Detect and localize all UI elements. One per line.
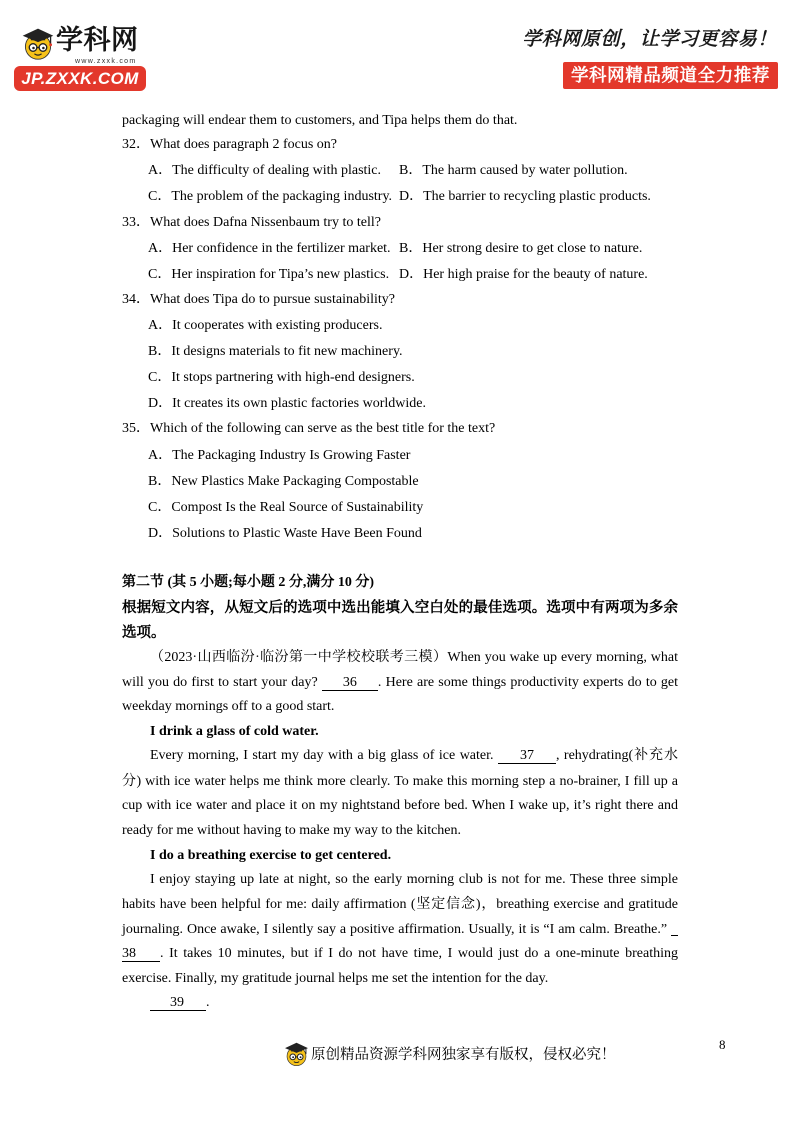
logo-text: 学科网: [56, 25, 139, 55]
question-32-option-a: A．The difficulty of dealing with plastic.: [148, 163, 382, 178]
blank-36: 36: [322, 675, 378, 691]
question-33-option-c: C．Her inspiration for Tipa’s new plastics.: [148, 267, 390, 282]
question-33-option-d: D．Her high praise for the beauty of nature.: [399, 267, 648, 282]
question-35-option-a: A．The Packaging Industry Is Growing Faster: [148, 448, 411, 463]
question-35-option-d: D．Solutions to Plastic Waste Have Been Found: [148, 526, 422, 541]
footer-copyright-notice: 原创精品资源学科网独家享有版权，侵权必究！: [311, 1047, 616, 1063]
mascot-logo-icon: [283, 1040, 310, 1067]
channel-badge: 学科网精品频道全力推荐: [563, 62, 778, 89]
subheading-1: I drink a glass of cold water.: [150, 724, 319, 739]
intro-text-2a: will you do first to start your day?: [122, 675, 322, 690]
question-32-option-c: C．The problem of the packaging industry.: [148, 189, 393, 204]
intro-line-2: [122, 672, 678, 694]
blank-38: 38: [122, 946, 160, 962]
para1-line-2: 分) with ice water helps me think more clearly. To make this morning step a no-brainer, I fill up a: [122, 774, 678, 789]
question-33-option-b: B．Her strong desire to get close to nature.: [399, 241, 643, 256]
question-35-option-b: B．New Plastics Make Packaging Compostable: [148, 474, 419, 489]
carryover-line: packaging will endear them to customers, and Tipa helps them do that.: [122, 113, 518, 128]
para2-line-4: [122, 943, 678, 965]
blank-37: 37: [498, 748, 556, 764]
para2-line-5: exercise. Finally, my gratitude journal helps me set the intention for the day.: [122, 971, 549, 986]
question-34-stem: 34．What does Tipa do to pursue sustainability?: [122, 292, 395, 307]
para1-line-4: ready for me without having to make my way to the kitchen.: [122, 823, 462, 838]
intro-text-1: When you wake up every morning, what: [447, 650, 678, 665]
question-32-option-d: D．The barrier to recycling plastic products.: [399, 189, 651, 204]
intro-line-1: [150, 647, 678, 669]
question-35-option-c: C．Compost Is the Real Source of Sustainability: [148, 500, 424, 515]
section-instruction: 根据短文内容，从短文后的选项中选出能填入空白处的最佳选项。选项中有两项为多余选项。: [122, 600, 678, 641]
question-32-options-ab: [148, 160, 678, 182]
question-33-stem: 33．What does Dafna Nissenbaum try to tell?: [122, 215, 381, 230]
para3-line-1: [150, 992, 678, 1014]
question-33-option-a: A．Her confidence in the fertilizer market.: [148, 241, 391, 256]
question-34-option-b: B．It designs materials to fit new machinery.: [148, 344, 403, 359]
para1-line-3: cup with ice water and place it on my nightstand before bed. When I wake up, it’s right there and: [122, 798, 678, 813]
para2-line-2: habits have been helpful for me: daily affirmation (坚定信念)，breathing exercise and gratitude: [122, 897, 678, 912]
subheading-2: I do a breathing exercise to get centered.: [150, 848, 392, 863]
section-heading: 第二节 (其 5 小题;每小题 2 分,满分 10 分): [122, 575, 374, 590]
site-badge: JP.ZXXK.COM: [14, 66, 146, 91]
question-34-option-c: C．It stops partnering with high-end designers.: [148, 370, 415, 385]
para2-text-3: journaling. Once awake, I silently say a positive affirmation. Usually, it is “I am calm. Breathe.”: [122, 922, 671, 937]
question-33-options-cd: [148, 264, 678, 286]
question-33-options-ab: [148, 238, 678, 260]
intro-text-2b: . Here are some things productivity experts do to get: [377, 675, 678, 690]
logo-domain: www.zxxk.com: [75, 58, 137, 65]
para2-line-3: [122, 919, 678, 941]
passage-source: （2023·山西临汾·临汾第一中学校校联考三模）: [150, 650, 448, 665]
question-34-option-d: D．It creates its own plastic factories worldwide.: [148, 396, 426, 411]
question-32-options-cd: [148, 186, 678, 208]
para2-text-4: . It takes 10 minutes, but if I do not have time, I would just do a one-minute breathing: [160, 946, 678, 961]
blank-39: 39: [150, 995, 206, 1011]
para2-line-1: I enjoy staying up late at night, so the early morning club is not for me. These three simple: [150, 872, 678, 887]
question-35-stem: 35．Which of the following can serve as the best title for the text?: [122, 421, 496, 436]
para1-line-1: [150, 745, 678, 767]
question-34-option-a: A．It cooperates with existing producers.: [148, 318, 383, 333]
question-32-stem: 32．What does paragraph 2 focus on?: [122, 137, 337, 152]
header-slogan: 学科网原创，让学习更容易！: [522, 29, 777, 50]
page-number: 8: [719, 1037, 726, 1052]
intro-line-3: weekday mornings off to a good start.: [122, 699, 335, 714]
question-32-option-b: B．The harm caused by water pollution.: [399, 163, 628, 178]
para1-text-1a: Every morning, I start my day with a big glass of ice water.: [150, 748, 498, 763]
para1-text-1b: , rehydrating(补充水: [555, 748, 678, 763]
blank-38-start: [671, 935, 678, 936]
para3-text: .: [206, 995, 210, 1010]
mascot-logo-icon: [20, 25, 56, 61]
